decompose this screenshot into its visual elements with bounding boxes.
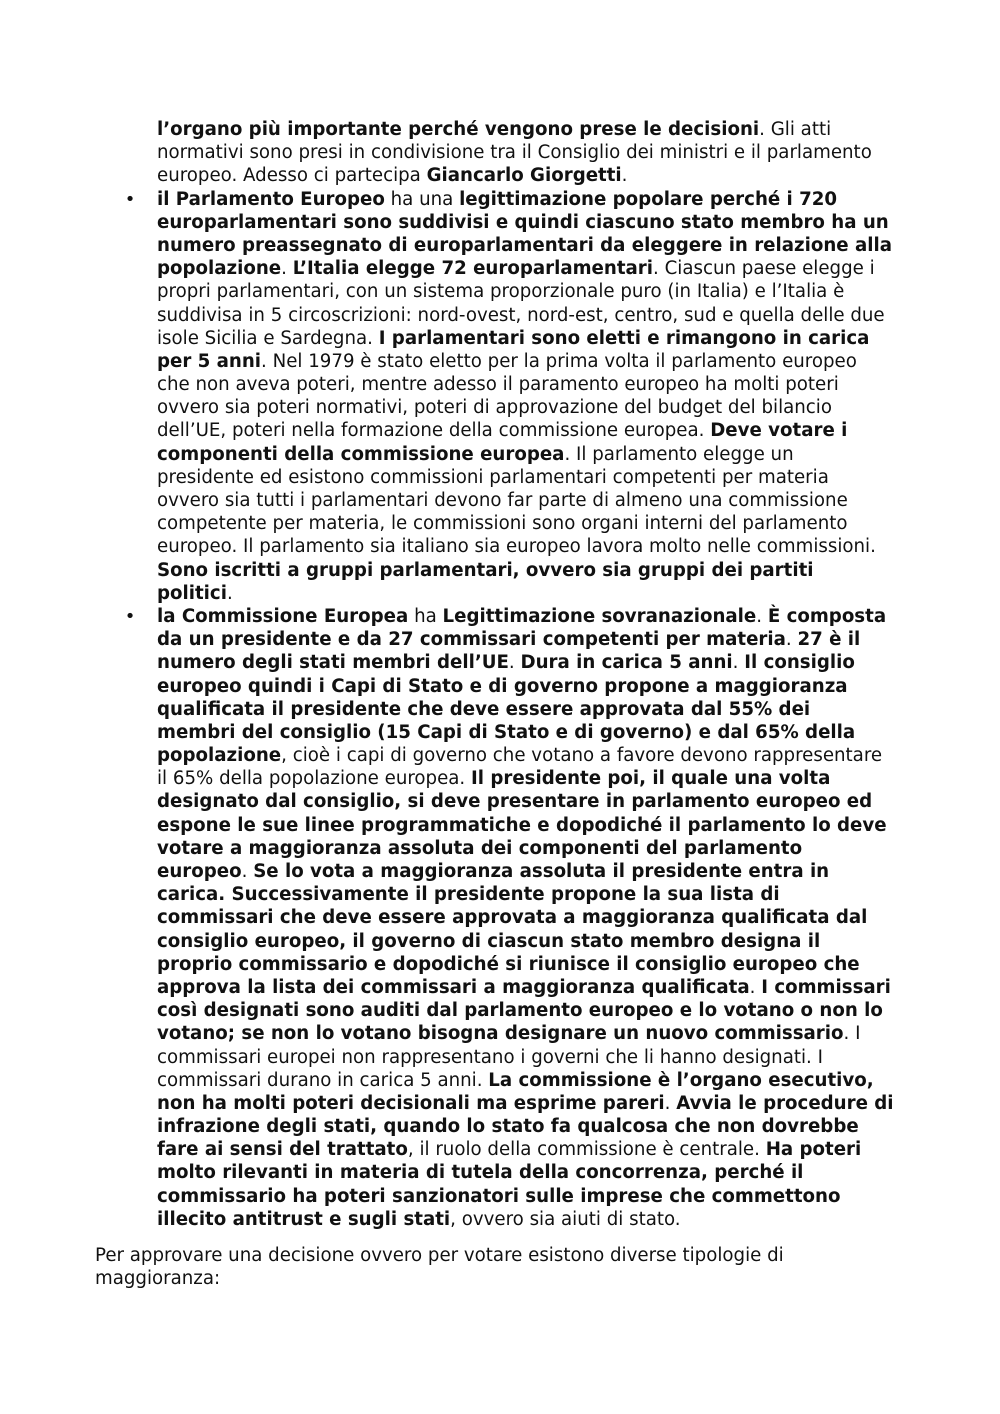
- text-run: commissari europei non rappresentano i governi che li hanno designati. I: [157, 1046, 823, 1068]
- bold-text-run: Giancarlo Giorgetti: [426, 165, 622, 187]
- bold-text-run: Ha poteri: [765, 1139, 862, 1161]
- text-run: competente per materia, le commissioni sono organi interni del parlamento: [157, 513, 848, 535]
- text-run: . Gli atti: [759, 119, 832, 140]
- bold-text-run: numero preassegnato di europarlamentari da eleggere in relazione alla: [157, 234, 892, 256]
- closing-paragraph: [95, 1244, 915, 1290]
- bold-text-run: La commissione è l’organo esecutivo,: [488, 1069, 874, 1091]
- bold-text-run: popolazione: [157, 258, 282, 280]
- bold-text-run: Sono iscritti a gruppi parlamentari, ovvero sia gruppi dei partiti: [157, 559, 814, 581]
- text-run: , il ruolo della commissione è centrale.: [407, 1139, 766, 1161]
- bold-text-run: I commissari: [761, 976, 891, 998]
- text-line: [157, 1022, 917, 1045]
- bold-text-run: da un presidente e da 27 commissari competenti per materia: [157, 629, 786, 651]
- text-line: [157, 814, 917, 837]
- text-run: .: [785, 629, 798, 651]
- text-line: [157, 396, 917, 419]
- text-line: [157, 1069, 917, 1092]
- text-line: [157, 1115, 917, 1138]
- bold-text-run: Legittimazione sovranazionale: [442, 605, 757, 627]
- text-run: , ovvero sia aiuti di stato.: [450, 1208, 681, 1230]
- bold-text-run: per 5 anni: [157, 350, 262, 372]
- text-line: [157, 419, 917, 442]
- text-line: [157, 767, 917, 790]
- text-line: [157, 304, 917, 327]
- text-run: . Il parlamento elegge un: [564, 443, 794, 465]
- text-line: [157, 651, 917, 674]
- text-line: [157, 744, 917, 767]
- text-line: [157, 1092, 917, 1115]
- text-line: [157, 976, 917, 999]
- text-line: [157, 141, 917, 164]
- text-run: , cioè i capi di governo che votano a favore devono rappresentare: [281, 745, 883, 767]
- bold-text-run: Deve votare i: [710, 420, 848, 442]
- text-run: . Ciascun paese elegge i: [653, 258, 875, 280]
- bold-text-run: È composta: [767, 605, 887, 627]
- bold-text-run: votare a maggioranza assoluta dei componenti del parlamento: [157, 837, 803, 859]
- bold-text-run: 27 è il: [797, 629, 861, 651]
- text-line: [157, 535, 917, 558]
- bold-text-run: non ha molti poteri decisionali ma esprime pareri: [157, 1092, 665, 1114]
- bullet-marker: •: [124, 605, 136, 627]
- text-line: [157, 582, 917, 605]
- bold-text-run: espone le sue linee programmatiche e dopodiché il parlamento lo deve: [157, 814, 887, 836]
- text-line: [157, 860, 917, 883]
- text-run: isole Sicilia e Sardegna.: [157, 327, 379, 349]
- text-run: commissari durano in carica 5 anni.: [157, 1069, 489, 1091]
- text-line: [157, 1046, 917, 1069]
- text-run: .: [756, 605, 768, 627]
- text-run: propri parlamentari, con un sistema proporzionale puro (in Italia) e l’Italia è: [157, 281, 845, 303]
- text-line: [157, 698, 917, 721]
- bold-text-run: politici: [157, 582, 227, 604]
- text-run: presidente ed esistono commissioni parlamentari competenti per materia: [157, 466, 829, 488]
- text-line: [124, 605, 917, 628]
- text-line: [157, 790, 917, 813]
- text-line: [157, 953, 917, 976]
- bold-text-run: Avvia le procedure di: [676, 1092, 894, 1114]
- text-run: che non aveva poteri, mentre adesso il paramento europeo ha molti poteri: [157, 374, 839, 396]
- bold-text-run: I parlamentari sono eletti e rimangono in carica: [378, 327, 870, 349]
- bold-text-run: votano; se non lo votano bisogna designare un nuovo commissario: [157, 1023, 844, 1045]
- bold-text-run: Se lo vota a maggioranza assoluta il presidente entra in: [253, 861, 830, 882]
- text-run: il 65% della popolazione europea.: [157, 768, 471, 790]
- bold-text-run: la Commissione Europea: [157, 605, 409, 627]
- text-line: [157, 930, 917, 953]
- bold-text-run: proprio commissario e dopodiché si riunisce il consiglio europeo che: [157, 953, 860, 975]
- bold-text-run: fare ai sensi del trattato: [157, 1139, 408, 1161]
- bold-text-run: europarlamentari sono suddivisi e quindi ciascuno stato membro ha un: [157, 211, 889, 233]
- text-line: [157, 906, 917, 929]
- bold-text-run: Dura in carica 5 anni: [520, 652, 733, 674]
- text-run: . Nel 1979 è stato eletto per la prima volta il parlamento europeo: [261, 350, 857, 372]
- text-line: [157, 164, 917, 187]
- text-line: [157, 559, 917, 582]
- text-line: [157, 1138, 917, 1161]
- text-line: [157, 721, 917, 744]
- text-line: [157, 211, 917, 234]
- text-run: .: [621, 165, 628, 187]
- text-run: .: [749, 976, 762, 998]
- bold-text-run: consiglio europeo, il governo di ciascun stato membro designa il: [157, 930, 821, 952]
- text-run: . I: [843, 1023, 861, 1045]
- bold-text-run: designato dal consiglio, si deve presentare in parlamento europeo ed: [157, 791, 873, 813]
- text-run: .: [508, 652, 521, 674]
- text-line: [157, 350, 917, 373]
- bold-text-run: numero degli stati membri dell’UE: [157, 652, 509, 674]
- bold-text-run: popolazione: [157, 745, 282, 767]
- text-line: [157, 512, 917, 535]
- text-line: [157, 118, 917, 141]
- bold-text-run: componenti della commissione europea: [157, 443, 565, 465]
- bold-text-run: infrazione degli stati, quando lo stato fa qualcosa che non dovrebbe: [157, 1116, 859, 1138]
- text-run: europeo. Il parlamento sia italiano sia europeo lavora molto nelle commissioni.: [157, 536, 876, 558]
- text-line: [157, 280, 917, 303]
- text-run: .: [281, 258, 293, 280]
- text-line: [157, 1208, 917, 1231]
- bold-text-run: carica. Successivamente il presidente propone la sua lista di: [157, 884, 780, 906]
- text-line: [157, 628, 917, 651]
- text-run: normativi sono presi in condivisione tra il Consiglio dei ministri e il parlamento: [157, 142, 872, 164]
- text-line: [157, 1185, 917, 1208]
- text-run: ha una: [384, 188, 460, 210]
- text-line: [157, 675, 917, 698]
- text-run: .: [664, 1092, 677, 1114]
- text-line: [157, 257, 917, 280]
- body-text: [124, 118, 917, 1231]
- bold-text-run: così designati sono auditi dal parlamento europeo e lo votano o non lo: [157, 1000, 883, 1022]
- text-run: .: [732, 652, 745, 674]
- text-line: [157, 837, 917, 860]
- text-run: maggioranza:: [95, 1268, 221, 1290]
- text-line: [157, 327, 917, 350]
- text-line: [157, 883, 917, 906]
- text-line: [157, 234, 917, 257]
- text-run: .: [241, 861, 254, 882]
- text-line: [157, 1161, 917, 1184]
- bold-text-run: molto rilevanti in materia di tutela della concorrenza, perché il: [157, 1162, 804, 1184]
- text-run: ovvero sia tutti i parlamentari devono far parte di almeno una commissione: [157, 490, 848, 511]
- bold-text-run: l’organo più importante perché vengono prese le decisioni: [157, 119, 760, 140]
- text-line: [157, 999, 917, 1022]
- text-run: europeo. Adesso ci partecipa: [157, 165, 427, 187]
- text-line: [157, 443, 917, 466]
- text-line: [95, 1267, 915, 1290]
- text-run: ha: [408, 605, 443, 627]
- text-run: dell’UE, poteri nella formazione della commissione europea.: [157, 420, 711, 442]
- bullet-marker: •: [124, 188, 136, 210]
- bold-text-run: europeo: [157, 861, 242, 882]
- bold-text-run: legittimazione popolare perché i 720: [459, 188, 838, 210]
- bold-text-run: europeo quindi i Capi di Stato e di governo propone a maggioranza: [157, 675, 848, 697]
- text-run: .: [226, 582, 233, 604]
- bold-text-run: commissario ha poteri sanzionatori sulle imprese che commettono: [157, 1185, 841, 1207]
- bold-text-run: Il consiglio: [744, 652, 855, 674]
- text-line: [124, 188, 917, 211]
- bold-text-run: illecito antitrust e sugli stati: [157, 1208, 451, 1230]
- bold-text-run: approva la lista dei commissari a maggioranza qualificata: [157, 976, 750, 998]
- text-run: suddivisa in 5 circoscrizioni: nord-ovest, nord-est, centro, sud e quella delle due: [157, 304, 885, 326]
- bold-text-run: membri del consiglio (15 Capi di Stato e di governo) e dal 65% della: [157, 721, 856, 743]
- text-line: [157, 489, 917, 512]
- text-line: [95, 1244, 915, 1267]
- bold-text-run: il Parlamento Europeo: [157, 188, 385, 210]
- text-line: [157, 373, 917, 396]
- bold-text-run: L’Italia elegge 72 europarlamentari: [292, 258, 654, 280]
- text-run: ovvero sia poteri normativi, poteri di approvazione del budget del bilancio: [157, 397, 832, 419]
- bold-text-run: qualificata il presidente che deve essere approvata dal 55% dei: [157, 698, 811, 720]
- text-line: [157, 466, 917, 489]
- text-run: Per approvare una decisione ovvero per votare esistono diverse tipologie di: [95, 1245, 784, 1266]
- bold-text-run: Il presidente poi, il quale una volta: [471, 768, 831, 790]
- bold-text-run: commissari che deve essere approvata a maggioranza qualificata dal: [157, 907, 868, 929]
